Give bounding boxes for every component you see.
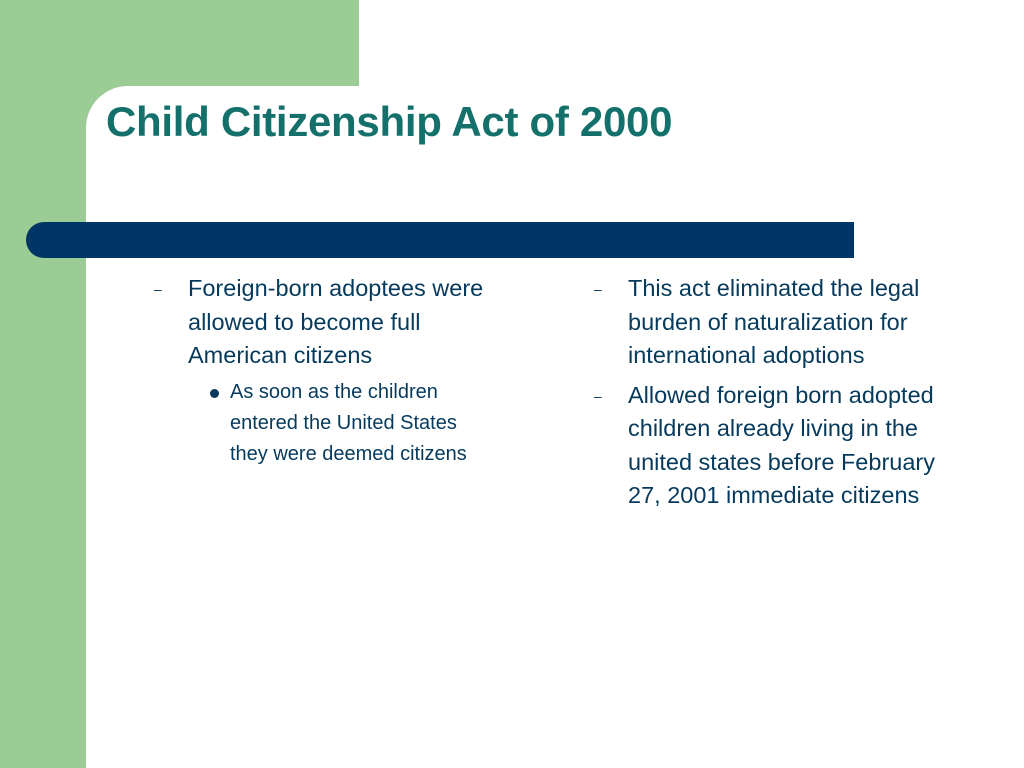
dash-marker-icon: – [154,281,162,297]
dash-marker-icon: – [594,387,602,404]
right-bullet-1 [590,272,990,373]
left-subbullet-1 [206,377,530,470]
left-subbullet-1-text: As soon as the children entered the United States they were deemed citizens [230,380,467,465]
right-bullet-2 [590,379,990,513]
right-bullet-1-text: This act eliminated the legal burden of naturalization for international adoptions [628,275,920,368]
round-bullet-icon [206,377,230,408]
right-bullet-2-text: Allowed foreign born adopted children already living in the united states before February 27, 2001 immediate citizens [628,381,935,508]
left-bullet-1-text: Foreign-born adoptees were allowed to become full American citizens [188,275,484,368]
slide-title: Child Citizenship Act of 2000 [106,98,673,145]
dash-marker-icon: – [594,281,602,297]
title-underline-bar [26,222,854,258]
left-content-column [150,272,530,470]
right-content-column [590,272,990,519]
left-bullet-1 [150,272,530,373]
